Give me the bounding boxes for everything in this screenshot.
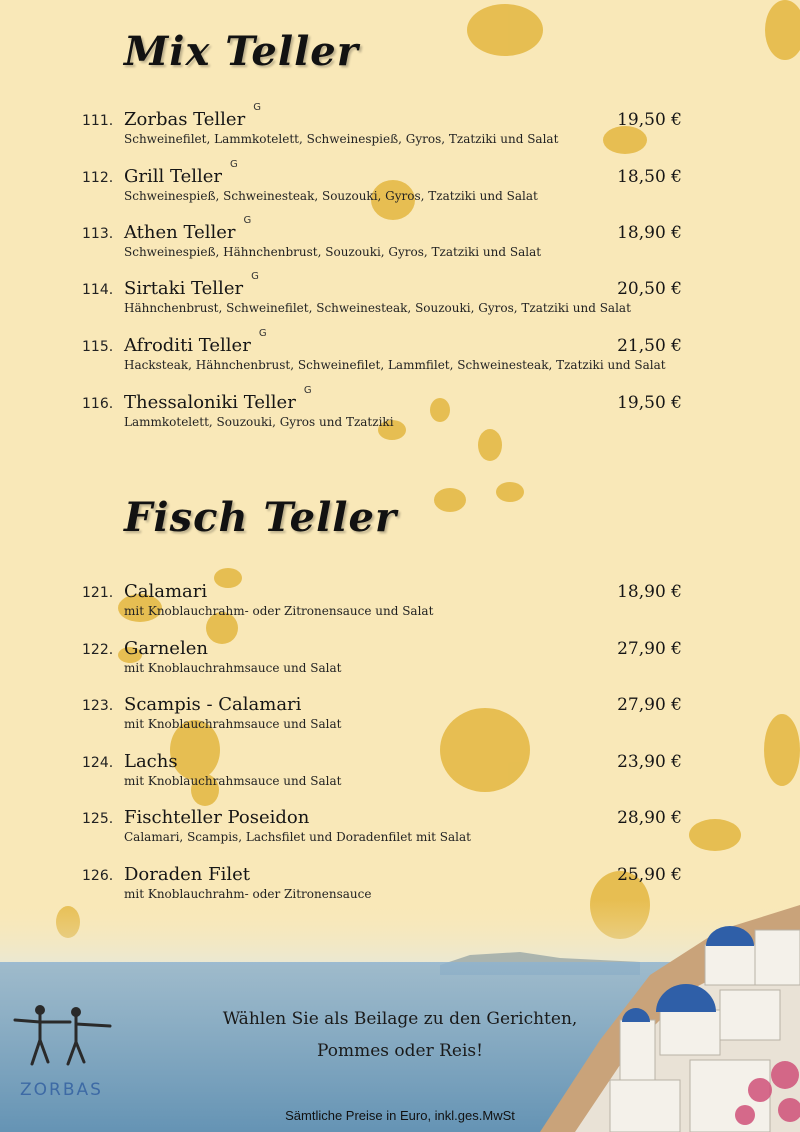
item-description: Schweinespieß, Hähnchenbrust, Souzouki, Gyros, Tzatziki und Salat [124,245,542,259]
item-name: Garnelen [124,638,208,659]
item-price: 19,50 € [617,393,682,413]
item-number: 126. [82,868,114,884]
item-name: Calamari [124,581,208,602]
menu-item [0,328,800,383]
item-price: 18,90 € [617,582,682,602]
item-description: Schweinespieß, Schweinesteak, Souzouki, Gyros, Tzatziki und Salat [124,189,538,203]
item-name: Afroditi Teller$^G$ [124,328,267,356]
sides-note-line-2: Pommes oder Reis! [317,1041,483,1061]
item-number: 112. [82,170,114,186]
item-description: mit Knoblauchrahm- oder Zitronensauce [124,887,372,901]
menu-item [0,385,800,440]
item-price: 27,90 € [617,639,682,659]
item-number: 113. [82,226,114,242]
item-price: 19,50 € [617,110,682,130]
item-description: Calamari, Scampis, Lachsfilet und Doradenfilet mit Salat [124,830,471,844]
item-description: Hähnchenbrust, Schweinefilet, Schweinesteak, Souzouki, Gyros, Tzatziki und Salat [124,301,631,315]
item-price: 28,90 € [617,808,682,828]
item-price: 25,90 € [617,865,682,885]
item-description: Lammkotelett, Souzouki, Gyros und Tzatziki [124,415,394,429]
item-number: 122. [82,642,114,658]
item-price: 18,90 € [617,223,682,243]
item-number: 115. [82,339,114,355]
item-number: 121. [82,585,114,601]
price-note: Sämtliche Preise in Euro, inkl.ges.MwSt [285,1108,515,1123]
item-name: Grill Teller$^G$ [124,159,238,187]
item-name: Lachs [124,751,178,772]
item-number: 116. [82,396,114,412]
item-name: Thessaloniki Teller$^G$ [124,385,312,413]
menu-item [0,159,800,214]
item-name: Zorbas Teller$^G$ [124,102,261,130]
menu-item [0,102,800,157]
item-number: 123. [82,698,114,714]
item-price: 18,50 € [617,167,682,187]
item-badge: G [258,328,267,339]
dancers-logo-icon [10,1000,120,1076]
item-name: Doraden Filet [124,864,250,885]
item-badge: G [243,215,252,226]
item-badge: G [253,102,261,113]
item-number: 111. [82,113,114,129]
item-name: Scampis - Calamari [124,694,302,715]
item-description: mit Knoblauchrahmsauce und Salat [124,774,342,788]
menu-item [0,807,800,855]
item-description: mit Knoblauchrahmsauce und Salat [124,717,342,731]
menu-item [0,581,800,629]
menu-item [0,638,800,686]
item-description: Hacksteak, Hähnchenbrust, Schweinefilet, Lammfilet, Schweinesteak, Tzatziki und Salat [124,358,666,372]
item-number: 114. [82,282,114,298]
item-price: 23,90 € [617,752,682,772]
item-name: Fischteller Poseidon [124,807,310,828]
item-price: 27,90 € [617,695,682,715]
logo-text: ZORBAS [20,1080,103,1100]
section-title-mix: Mix Teller [124,28,359,75]
item-number: 125. [82,811,114,827]
item-badge: G [303,385,312,396]
item-number: 124. [82,755,114,771]
item-description: Schweinefilet, Lammkotelett, Schweinespieß, Gyros, Tzatziki und Salat [124,132,559,146]
item-name: Sirtaki Teller$^G$ [124,271,259,299]
item-description: mit Knoblauchrahmsauce und Salat [124,661,342,675]
menu-item [0,864,800,912]
sides-note-line-1: Wählen Sie als Beilage zu den Gerichten, [222,1009,578,1029]
item-badge: G [230,159,238,170]
section-title-fisch: Fisch Teller [124,494,398,541]
item-name: Athen Teller$^G$ [124,215,252,243]
menu-item [0,694,800,742]
menu-item [0,751,800,799]
item-description: mit Knoblauchrahm- oder Zitronensauce und Salat [124,604,434,618]
menu-item [0,215,800,270]
item-price: 20,50 € [617,279,682,299]
item-price: 21,50 € [617,336,682,356]
menu-item [0,271,800,326]
item-badge: G [251,271,259,282]
